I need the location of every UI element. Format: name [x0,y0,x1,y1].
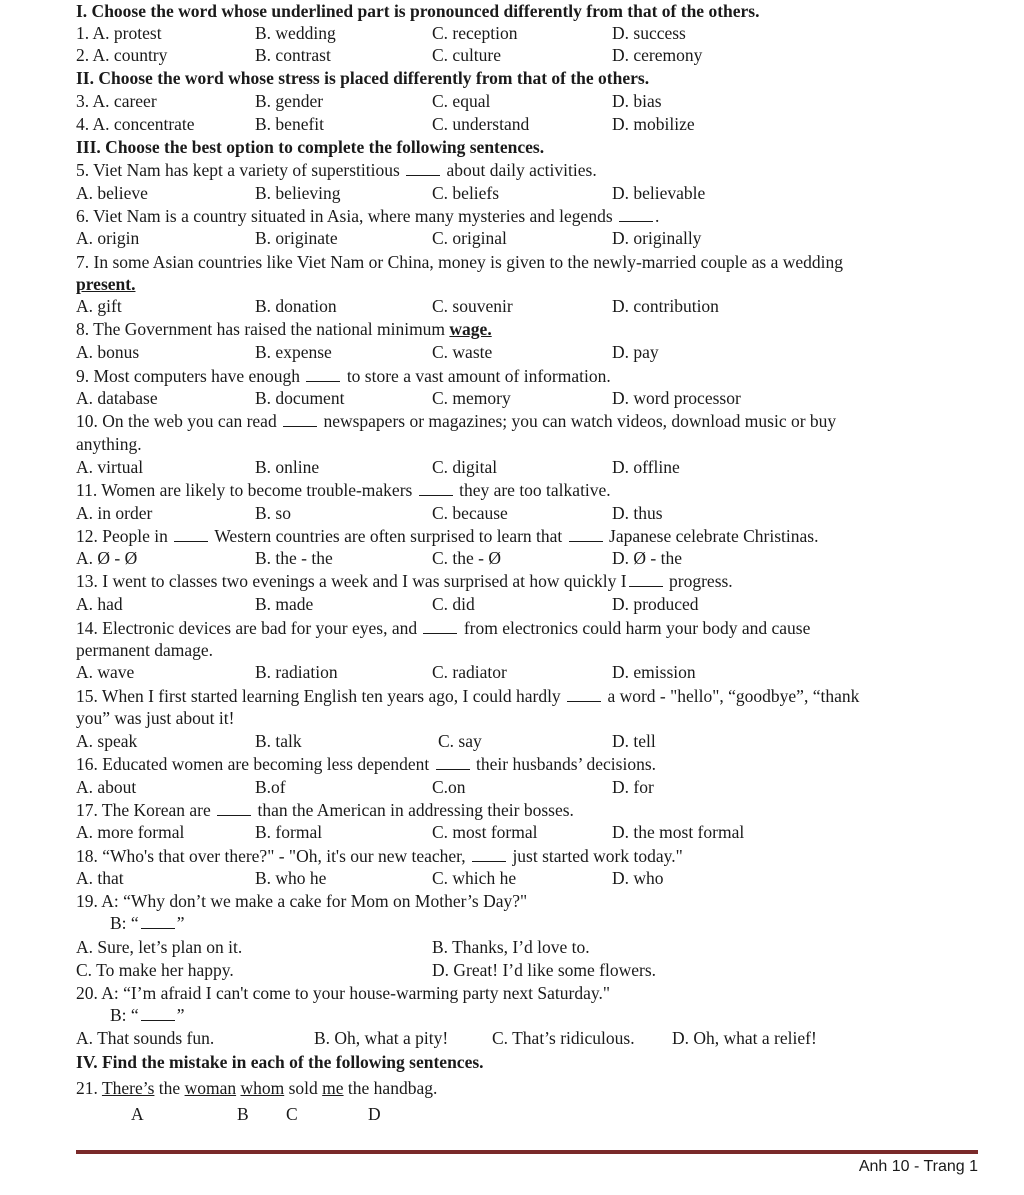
q12-option-d: D. Ø - the [612,548,682,568]
q3-option-b: B. gender [255,91,324,111]
q14-option-a: A. wave [76,662,135,682]
q19-stem: 19. A: “Why don’t we make a cake for Mom on Mother’s Day?" [76,891,528,911]
q2-option-c: C. culture [432,45,502,65]
q18-stem: 18. “Who's that over there?" - "Oh, it's our new teacher, just started work today." [76,846,683,866]
q15-option-b: B. talk [255,731,302,751]
q21-sentence: 21. There’s the woman whom sold me the handbag. [76,1078,438,1098]
q18-option-a: A. that [76,868,124,888]
q8-option-b: B. expense [255,342,332,362]
q11-option-a: A. in order [76,503,153,523]
q1-option-d: D. success [612,23,686,43]
q20-option-a: A. That sounds fun. [76,1028,215,1048]
q9-option-a: A. database [76,388,158,408]
q18-option-c: C. which he [432,868,517,888]
q9-option-b: B. document [255,388,345,408]
q20-option-d: D. Oh, what a relief! [672,1028,817,1048]
q17-option-d: D. the most formal [612,822,745,842]
q10-option-d: D. offline [612,457,680,477]
q7-option-c: C. souvenir [432,296,513,316]
q17-option-c: C. most formal [432,822,538,842]
footer-divider [76,1150,978,1154]
q9-option-c: C. memory [432,388,511,408]
q19-option-d: D. Great! I’d like some flowers. [432,960,657,980]
q3-option-a: 3. A. career [76,91,157,111]
q1-option-c: C. reception [432,23,518,43]
q15-option-a: A. speak [76,731,138,751]
q16-option-d: D. for [612,777,654,797]
q15-option-d: D. tell [612,731,656,751]
q16-stem: 16. Educated women are becoming less dependent their husbands’ decisions. [76,754,657,774]
q10-option-a: A. virtual [76,457,144,477]
q4-option-c: C. understand [432,114,530,134]
q14-stem-cont: permanent damage. [76,640,214,660]
q7-option-d: D. contribution [612,296,719,316]
q2-option-d: D. ceremony [612,45,703,65]
q20-option-c: C. That’s ridiculous. [492,1028,635,1048]
q10-stem-cont: anything. [76,434,142,454]
q6-option-d: D. originally [612,228,702,248]
q9-stem: 9. Most computers have enough to store a vast amount of information. [76,366,611,386]
q13-stem: 13. I went to classes two evenings a week and I was surprised at how quickly I progress. [76,571,733,591]
q2-option-b: B. contrast [255,45,331,65]
q15-stem-cont: you” was just about it! [76,708,235,728]
section-2-heading: II. Choose the word whose stress is placed differently from that of the others. [76,68,650,88]
q12-option-c: C. the - Ø [432,548,502,568]
page-footer: Anh 10 - Trang 1 [858,1158,978,1175]
q17-stem: 17. The Korean are than the American in addressing their bosses. [76,800,574,820]
q20-stem: 20. A: “I’m afraid I can't come to your house-warming party next Saturday." [76,983,610,1003]
q19-option-c: C. To make her happy. [76,960,234,980]
q14-option-d: D. emission [612,662,696,682]
q3-option-c: C. equal [432,91,491,111]
q6-stem: 6. Viet Nam is a country situated in Asia, where many mysteries and legends . [76,206,660,226]
q20-option-b: B. Oh, what a pity! [314,1028,449,1048]
section-1-heading: I. Choose the word whose underlined part is pronounced differently from that of the others. [76,1,760,21]
q16-option-c: C.on [432,777,466,797]
section-4-heading: IV. Find the mistake in each of the following sentences. [76,1052,484,1072]
q7-option-a: A. gift [76,296,122,316]
q5-option-d: D. believable [612,183,706,203]
q5-option-c: C. beliefs [432,183,500,203]
q15-option-c: C. say [438,731,482,751]
q12-option-b: B. the - the [255,548,333,568]
q17-option-b: B. formal [255,822,323,842]
q2-option-a: 2. A. country [76,45,168,65]
q14-option-b: B. radiation [255,662,338,682]
q6-option-a: A. origin [76,228,140,248]
q8-stem: 8. The Government has raised the national minimum wage. [76,319,492,339]
q13-option-a: A. had [76,594,123,614]
q1-option-b: B. wedding [255,23,336,43]
q12-stem: 12. People in Western countries are often surprised to learn that Japanese celebrate Christinas. [76,526,819,546]
q19-option-a: A. Sure, let’s plan on it. [76,937,243,957]
q21-label-c: C [286,1104,298,1124]
q18-option-b: B. who he [255,868,327,888]
section-3-heading: III. Choose the best option to complete the following sentences. [76,137,545,157]
q7-stem: 7. In some Asian countries like Viet Nam or China, money is given to the newly-married couple as a wedding [76,252,843,272]
q8-option-c: C. waste [432,342,493,362]
q5-option-a: A. believe [76,183,148,203]
q21-label-a: A [131,1104,144,1124]
q13-option-b: B. made [255,594,314,614]
q7-option-b: B. donation [255,296,337,316]
q11-stem: 11. Women are likely to become trouble-makers they are too talkative. [76,480,611,500]
q19-option-b: B. Thanks, I’d love to. [432,937,590,957]
q4-option-d: D. mobilize [612,114,695,134]
q12-option-a: A. Ø - Ø [76,548,138,568]
q9-option-d: D. word processor [612,388,741,408]
q14-option-c: C. radiator [432,662,507,682]
q5-option-b: B. believing [255,183,341,203]
q5-stem: 5. Viet Nam has kept a variety of superstitious about daily activities. [76,160,597,180]
q11-option-c: C. because [432,503,508,523]
q13-option-d: D. produced [612,594,699,614]
q3-option-d: D. bias [612,91,662,111]
q6-option-c: C. original [432,228,507,248]
q4-option-a: 4. A. concentrate [76,114,195,134]
q19-response: B: “ ” [110,913,185,933]
q18-option-d: D. who [612,868,664,888]
q11-option-d: D. thus [612,503,663,523]
q13-option-c: C. did [432,594,475,614]
q6-option-b: B. originate [255,228,338,248]
q1-option-a: 1. A. protest [76,23,162,43]
q8-option-a: A. bonus [76,342,140,362]
q16-option-a: A. about [76,777,137,797]
q20-response: B: “ ” [110,1005,185,1025]
q17-option-a: A. more formal [76,822,185,842]
q4-option-b: B. benefit [255,114,325,134]
q10-option-b: B. online [255,457,320,477]
q15-stem: 15. When I first started learning English ten years ago, I could hardly a word - "hello", “goodbye”, “thank [76,686,860,706]
q7-stem-underlined: present. [76,274,136,294]
q21-label-d: D [368,1104,381,1124]
q21-label-b: B [237,1104,249,1124]
q10-option-c: C. digital [432,457,498,477]
q14-stem: 14. Electronic devices are bad for your eyes, and from electronics could harm your body and cause [76,618,811,638]
q10-stem: 10. On the web you can read newspapers or magazines; you can watch videos, download music or buy [76,411,837,431]
q8-option-d: D. pay [612,342,659,362]
q11-option-b: B. so [255,503,291,523]
q16-option-b: B.of [255,777,286,797]
